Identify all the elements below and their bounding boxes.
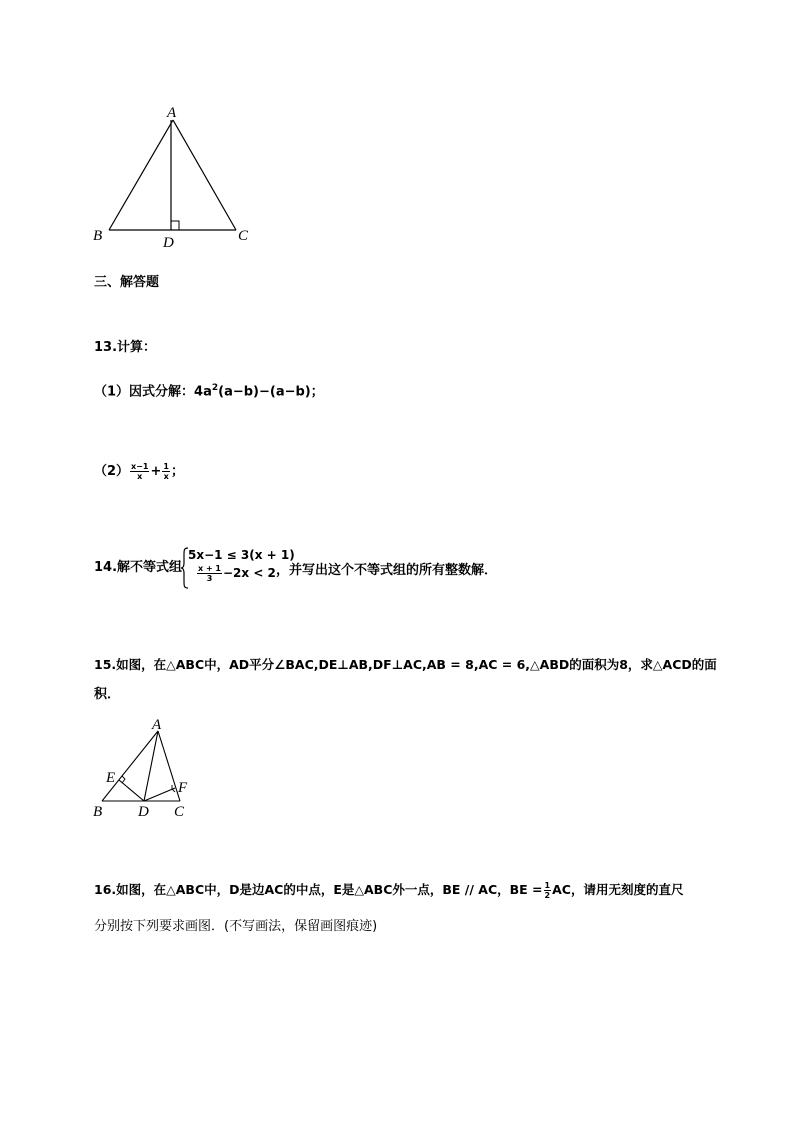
q13-frac2-num: 1 xyxy=(163,462,169,471)
q13-part2-prefix: （2） xyxy=(94,464,130,479)
q14-frac xyxy=(197,564,222,583)
q13-frac1-den: x xyxy=(137,472,143,481)
section-title: 三、解答题 xyxy=(94,275,160,290)
label-b: B xyxy=(93,804,103,820)
q14-ineq2 xyxy=(196,564,276,583)
side-ab xyxy=(102,731,158,801)
q16-frac-num: 1 xyxy=(544,881,551,890)
q14-frac-den: 3 xyxy=(206,574,213,583)
label-b: B xyxy=(93,228,103,244)
label-c: C xyxy=(174,804,185,820)
q13-plus: + xyxy=(150,464,162,479)
q14-ineq2-rest: −2x < 2 xyxy=(223,566,276,580)
label-e: E xyxy=(106,770,116,786)
q16-line1 xyxy=(94,881,683,900)
right-angle-mark xyxy=(171,221,179,230)
label-d: D xyxy=(163,235,174,251)
bisector-ad xyxy=(144,731,158,801)
right-angle-mark-e xyxy=(122,776,125,783)
q13-frac1-num: x−1 xyxy=(131,462,149,471)
q15-line2: 积． xyxy=(94,687,121,702)
q14-ineq1: 5x−1 ≤ 3(x + 1) xyxy=(188,548,295,562)
label-c: C xyxy=(238,228,249,244)
q16-line1-a: 16.如图，在△ABC中，D是边AC的中点，E是△ABC外一点，BE // AC，BE = xyxy=(94,882,543,897)
label-d: D xyxy=(138,804,149,820)
q16-frac-den: 2 xyxy=(544,891,551,900)
side-ac xyxy=(173,120,236,230)
perpendicular-de xyxy=(119,780,144,801)
figure-angle-bisector xyxy=(88,715,208,823)
q13-frac1 xyxy=(130,462,149,481)
q13-part2-suffix: ； xyxy=(170,464,184,479)
perpendicular-df xyxy=(144,788,175,801)
q14-frac-num: x + 1 xyxy=(198,564,221,573)
q16-line2: 分别按下列要求画图．(不写画法，保留画图痕迹) xyxy=(94,919,378,934)
q13-title: 13.计算： xyxy=(94,340,157,355)
q16-line1-b: AC，请用无刻度的直尺 xyxy=(552,882,684,897)
label-f: F xyxy=(178,780,188,796)
q14-prefix: 14.解不等式组 xyxy=(94,560,183,575)
q13-part1-rest: (a−b)−(a−b)； xyxy=(218,384,324,400)
q13-part1-exponent: 2 xyxy=(211,383,219,393)
figure-triangle-altitude xyxy=(90,100,260,255)
q13-part1 xyxy=(94,379,324,401)
side-ab xyxy=(109,120,173,230)
q13-part1-prefix: （1）因式分解： xyxy=(94,384,195,400)
q16-frac xyxy=(544,881,552,900)
q13-part1-base: 4a xyxy=(194,384,212,400)
q13-frac2 xyxy=(162,462,170,481)
label-a: A xyxy=(167,105,177,121)
q14-line xyxy=(94,559,182,577)
q15-line1: 15.如图，在△ABC中，AD平分∠BAC,DE⊥AB,DF⊥AC,AB = 8,AC = 6,△ABD的面积为8，求△ACD的面 xyxy=(94,657,717,672)
q13-frac2-den: x xyxy=(163,472,169,481)
q14-suffix: ，并写出这个不等式组的所有整数解． xyxy=(276,563,498,578)
q13-part2 xyxy=(94,462,184,481)
label-a: A xyxy=(152,717,162,733)
